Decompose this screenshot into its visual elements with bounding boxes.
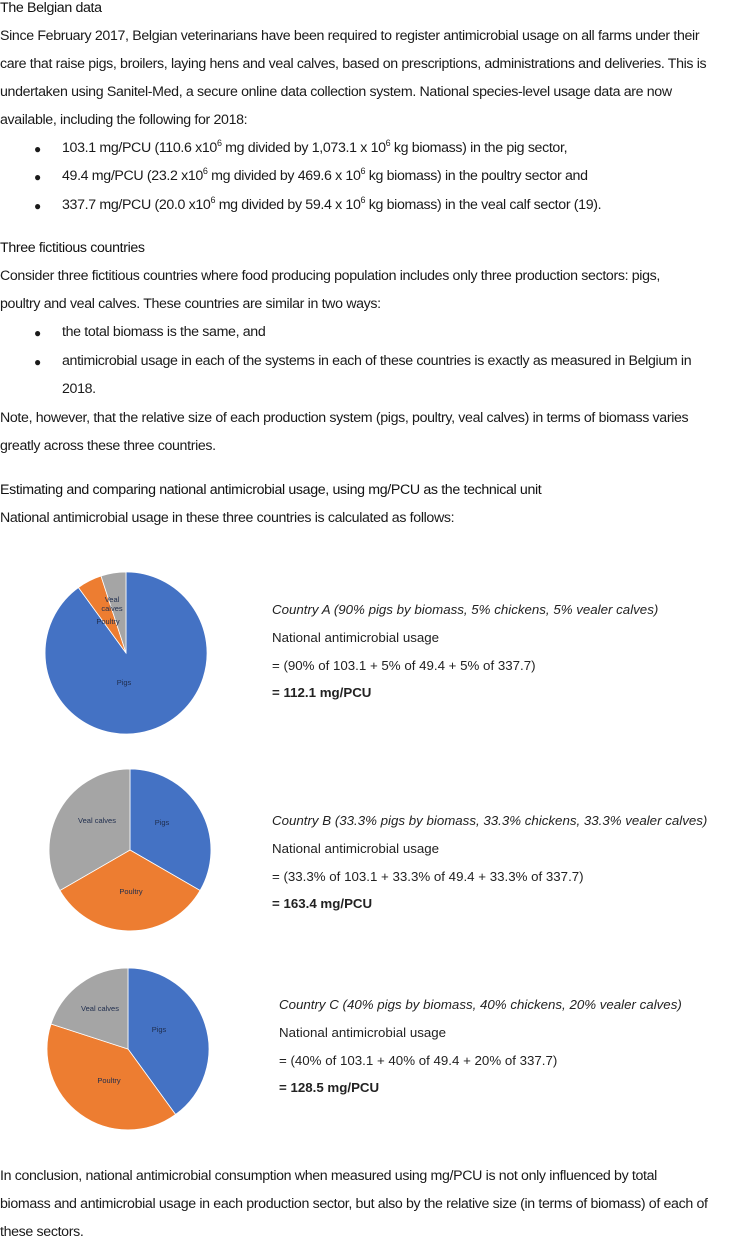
pie-label-poultry: Poultry: [119, 887, 143, 896]
country-a-label: National antimicrobial usage: [272, 630, 440, 645]
list-item: the total biomass is the same, and: [62, 324, 266, 340]
pie-label-pigs: Pigs: [154, 818, 170, 827]
pie-chart-country-a: [44, 571, 208, 735]
country-c-result: = 128.5 mg/PCU: [279, 1080, 380, 1095]
heading-three-countries: Three fictitious countries: [0, 240, 145, 256]
pie-label-veal: Veal: [104, 595, 120, 604]
country-c-label: National antimicrobial usage: [279, 1025, 447, 1040]
note-line: greatly across these three countries.: [0, 438, 216, 454]
pie-label-poultry: Poultry: [96, 617, 120, 626]
conclusion-line: these sectors.: [0, 1224, 84, 1240]
country-a-formula: = (90% of 103.1 + 5% of 49.4 + 5% of 337.7): [272, 658, 536, 673]
country-a-result: = 112.1 mg/PCU: [272, 685, 372, 700]
paragraph-line: available, including the following for 2018:: [0, 112, 248, 128]
pie-label-veal: Veal calves: [78, 816, 116, 825]
bullet-icon: ●: [34, 199, 42, 213]
pie-label-pigs: Pigs: [151, 1025, 167, 1034]
paragraph-line: Since February 2017, Belgian veterinarians have been required to register antimicrobial usage on all farms under their: [0, 28, 700, 44]
pie-label-calves: calves: [101, 604, 123, 613]
bullet-icon: ●: [34, 326, 42, 340]
paragraph-line: poultry and veal calves. These countries are similar in two ways:: [0, 296, 381, 312]
intro-text: National antimicrobial usage in these three countries is calculated as follows:: [0, 510, 455, 526]
paragraph-line: Consider three fictitious countries where food producing population includes only three production sectors: pigs,: [0, 268, 660, 284]
pie-label-veal: Veal calves: [81, 1004, 119, 1013]
paragraph-line: undertaken using Sanitel-Med, a secure online data collection system. National species-level usage data are now: [0, 84, 672, 100]
pie-chart-country-c: [46, 967, 210, 1131]
list-item-continuation: 2018.: [62, 381, 96, 397]
list-item: 103.1 mg/PCU (110.6 $x10^6$ mg divided by 1,073.1 x $10^6$ kg biomass) in the pig sector,: [62, 138, 568, 156]
list-item: 49.4 mg/PCU (23.2 $x10^6$ mg divided by 469.6 x $10^6$ kg biomass) in the poultry sector and: [62, 166, 588, 184]
bullet-icon: ●: [34, 142, 42, 156]
pie-label-pigs: Pigs: [116, 678, 132, 687]
list-item: antimicrobial usage in each of the systems in each of these countries is exactly as measured in Belgium in: [62, 353, 692, 369]
bullet-icon: ●: [34, 170, 42, 184]
heading-belgian-data: The Belgian data: [0, 0, 102, 16]
note-line: Note, however, that the relative size of each production system (pigs, poultry, veal calves) in terms of biomass varies: [0, 410, 689, 426]
conclusion-line: In conclusion, national antimicrobial consumption when measured using mg/PCU is not only influenced by total: [0, 1168, 657, 1184]
paragraph-line: care that raise pigs, broilers, laying hens and veal calves, based on prescriptions, administrations and deliveries. This is: [0, 56, 707, 72]
conclusion-line: biomass and antimicrobial usage in each production sector, but also by the relative size (in terms of biomass) of each of: [0, 1196, 708, 1212]
list-item: 337.7 mg/PCU (20.0 $x10^6$ mg divided by 59.4 x $10^6$ kg biomass) in the veal calf sector (19).: [62, 195, 602, 213]
pie-chart-country-b: [48, 768, 212, 932]
pie-label-poultry: Poultry: [97, 1076, 121, 1085]
country-c-title: Country C (40% pigs by biomass, 40% chickens, 20% vealer calves): [279, 997, 682, 1012]
heading-estimating: Estimating and comparing national antimicrobial usage, using mg/PCU as the technical unit: [0, 482, 542, 498]
bullet-icon: ●: [34, 355, 42, 369]
country-a-title: Country A (90% pigs by biomass, 5% chickens, 5% vealer calves): [272, 602, 659, 617]
country-b-formula: = (33.3% of 103.1 + 33.3% of 49.4 + 33.3% of 337.7): [272, 869, 584, 884]
country-c-formula: = (40% of 103.1 + 40% of 49.4 + 20% of 337.7): [279, 1053, 558, 1068]
country-b-title: Country B (33.3% pigs by biomass, 33.3% chickens, 33.3% vealer calves): [272, 813, 708, 828]
country-b-result: = 163.4 mg/PCU: [272, 896, 373, 911]
country-b-label: National antimicrobial usage: [272, 841, 440, 856]
